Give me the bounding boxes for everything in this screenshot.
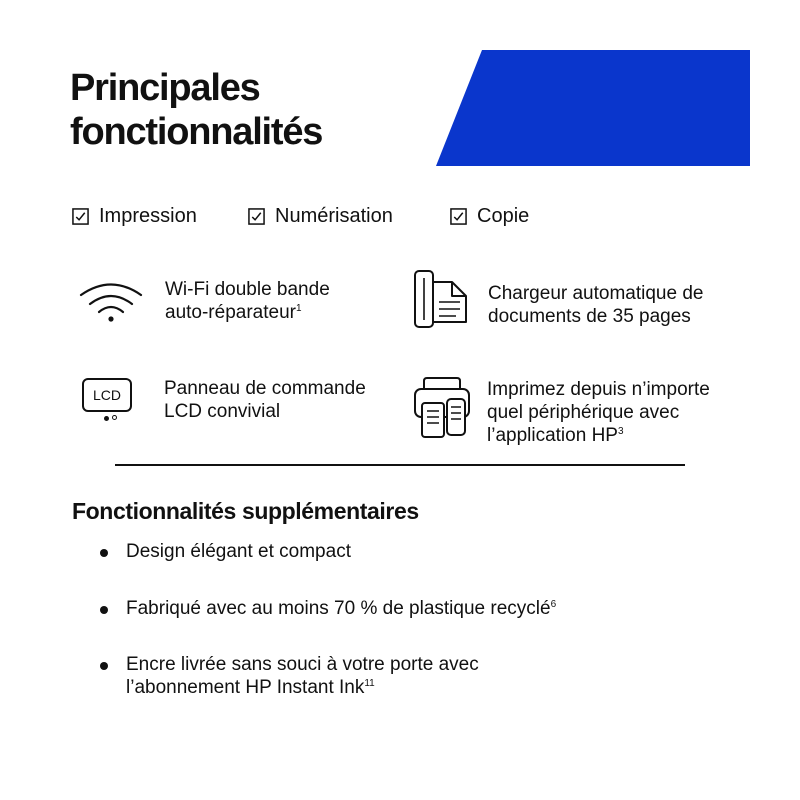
list-item-line: l’abonnement HP Instant Ink$^{11}$ <box>126 677 375 698</box>
section-divider <box>115 464 685 466</box>
list-item-line: Encre livrée sans souci à votre porte avec <box>126 654 479 675</box>
checkbox-checked-icon <box>72 208 89 225</box>
feature-line: Chargeur automatique de <box>488 283 704 304</box>
printer-devices-icon <box>412 375 472 441</box>
list-item-text <box>126 540 351 563</box>
feature-document-feeder-text <box>488 282 703 328</box>
capability-label: Numérisation <box>275 205 393 227</box>
feature-line: Imprimez depuis n’importe <box>487 379 710 400</box>
footnote-marker: 11 <box>364 678 375 689</box>
capability-label: Copie <box>477 205 530 227</box>
extra-features-heading: Fonctionnalités supplémentaires <box>72 498 419 524</box>
feature-line: Panneau de commande <box>164 378 366 399</box>
feature-line: quel périphérique avec <box>487 402 680 423</box>
page-title-line-2: fonctionnalités <box>70 111 323 153</box>
lcd-panel-icon <box>82 378 132 426</box>
blue-banner-shape <box>436 50 750 166</box>
checkbox-checked-icon <box>248 208 265 225</box>
bullet-dot-icon <box>100 662 108 670</box>
lcd-screen-icon: LCD <box>82 378 132 412</box>
capability-scan <box>248 205 393 228</box>
feature-line: documents de 35 pages <box>488 306 691 327</box>
footnote-marker: 1 <box>295 303 302 314</box>
checkbox-checked-icon <box>450 208 467 225</box>
feature-lcd-panel-text <box>164 377 366 423</box>
bullet-dot-icon <box>100 606 108 614</box>
feature-line: LCD convivial <box>164 401 281 422</box>
wifi-icon <box>78 280 144 324</box>
capability-print <box>72 205 197 228</box>
feature-line: Wi-Fi double bande <box>165 279 330 300</box>
footnote-marker: 6 <box>550 599 557 610</box>
bullet-dot-icon <box>100 549 108 557</box>
indicator-dot-icon <box>104 416 109 421</box>
list-item-text <box>126 597 556 620</box>
feature-wifi-text <box>165 278 330 324</box>
page-title <box>70 66 322 154</box>
document-feeder-icon <box>412 268 470 330</box>
list-item-line: Design élégant et compact <box>126 541 351 562</box>
footnote-marker: 3 <box>617 426 624 437</box>
feature-line: auto-réparateur$^1$ <box>165 302 302 323</box>
list-item-line: Fabriqué avec au moins 70 % de plastique recyclé$^6$ <box>126 598 557 619</box>
capability-label: Impression <box>99 205 197 227</box>
feature-line: l’application $HP^3$ <box>487 425 624 446</box>
page-title-line-1: Principales <box>70 67 260 109</box>
feature-hp-app-text <box>487 378 710 447</box>
indicator-ring-icon <box>112 415 117 420</box>
list-item-text <box>126 653 479 699</box>
capability-copy <box>450 205 529 228</box>
